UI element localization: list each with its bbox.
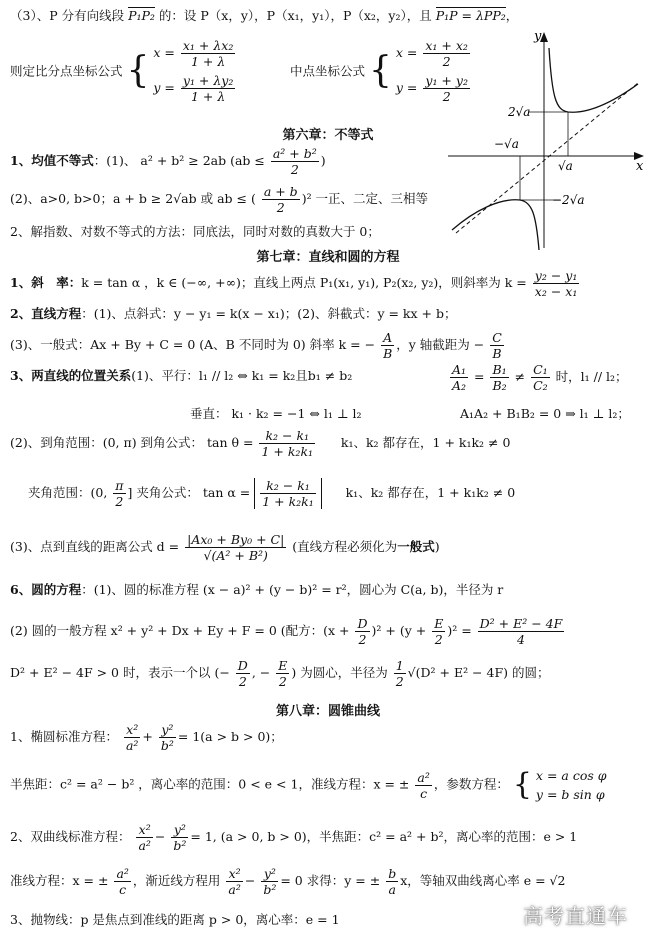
chapter-7-title: 第七章：直线和圆的方程: [256, 250, 400, 265]
label-sqrt-a: √a: [558, 159, 573, 173]
circle-standard: 6、圆的方程：(1)、圆的标准方程 (x − a)² + (y − b)² = r²，圆心为 C(a, b)，半径为 r: [10, 582, 504, 597]
parabola-line: 3、抛物线：p 是焦点到准线的距离 p > 0，离心率：e = 1: [10, 912, 340, 927]
ellipse-focal: 半焦距：c² = a² − b² ，离心率的范围：0 < e < 1，准线方程：x = ± $\frac{\text{a²}}{c}$ ，参数方程： { x = a cos φ y = b sin φ: [10, 767, 607, 802]
mean-inequality: 1、均值不等式：(1)、 a² + b² ≥ 2ab (ab ≤ $\frac{\text{a² + b²}}{2}$ ): [10, 146, 326, 177]
hyperbola-directrix: 准线方程：x = ± $\frac{\text{a²}}{c}$ ，渐近线方程用 $\frac{\text{x²}}{\text{a²}}$ − $\frac{\text{y²}}{\text{b²}}$ = 0 求得：y = ± $\frac{b}{a}$ x，等轴双曲线离心率 e = √2: [10, 866, 566, 897]
chapter-8-title: 第八章：圆锥曲线: [275, 704, 380, 719]
left-brace: {: [126, 50, 150, 91]
asymptote: [456, 83, 638, 233]
right-branch: [549, 48, 638, 112]
parallel-line: 3、两直线的位置关系(1)、平行：l₁ // l₂ ⇔ k₁ = k₂且b₁ ≠ b₂: [10, 368, 353, 383]
to-angle: (2)、到角范围：(0, π) 到角公式： tan θ = $\frac{\text{k₂ − k₁}}{\text{1 + k₂k₁}}$ k₁、k₂ 都存在，1 + k₁k₂ ≠ 0: [10, 428, 511, 459]
perpendicular-coef: A₁A₂ + B₁B₂ = 0 ⇒ l₁ ⊥ l₂；: [460, 406, 630, 421]
line-equation: 2、直线方程：(1)、点斜式：y − y₁ = k(x − x₁)；(2)、斜截式：y = kx + b；: [10, 306, 457, 321]
parallel-condition: $\frac{\text{A₁}}{\text{A₂}}$ = $\frac{\text{B₁}}{\text{B₂}}$ ≠ $\frac{\text{C₁}}{\text{C₂}}$ 时，l₁ // l₂；: [452, 362, 628, 393]
y-axis-label: y: [534, 29, 542, 44]
label-two-sqrt-a: 2√a: [508, 105, 531, 119]
mean-inequality-2: (2)、a>0, b>0；a + b ≥ 2√ab 或 ab ≤ ( $\frac{a + b}{2}$ )² 一正、二定、三相等: [10, 184, 429, 215]
label-neg-sqrt-a: −√a: [494, 137, 519, 151]
ratio-formula: 则定比分点坐标公式 { x = $\frac{\text{x₁ + λx₂}}{1 + \lambda}$ y = $\frac{\text{y₁ + λy₂}}{1 + \lambda}$: [10, 38, 234, 104]
slope-line: 1、斜 率：k = tan α ，k ∈ (−∞, +∞)；直线上两点 P₁(x₁, y₁), P₂(x₂, y₂)，则斜率为 k = $\frac{\text{y₂ − y₁}}{\text{x₂ − x₁}}$: [10, 268, 578, 299]
vector-equation: P₁P = λPP₂: [435, 8, 506, 23]
circle-general: (2) 圆的一般方程 x² + y² + Dx + Ey + F = 0 (配方：(x + $\frac{D}{2}$ )² + (y + $\frac{E}{2}$ )² = $\frac{\text{D² + E² − 4F}}{4}$: [10, 616, 563, 647]
general-form: (3)、一般式：Ax + By + C = 0 (A、B 不同时为 0) 斜率 k = − $\frac{A}{B}$ ，y 轴截距为 − $\frac{C}{B}$: [10, 330, 502, 361]
chapter-6-title: 第六章：不等式: [282, 128, 374, 143]
watermark: 高考直通车: [523, 904, 628, 928]
circle-condition: D² + E² − 4F > 0 时，表示一个以 (− $\frac{D}{2}$ , − $\frac{E}{2}$ ) 为圆心，半径为 $\frac{1}{2}$ √(D² + E² − 4F) 的圆；: [10, 658, 550, 689]
left-branch: [452, 200, 539, 250]
ellipse-equation: 1、椭圆标准方程： $\frac{\text{x²}}{\text{a²}}$ + $\frac{\text{y²}}{\text{b²}}$ = 1(a > b > 0)；: [10, 722, 283, 753]
perpendicular-slope: 垂直： k₁ · k₂ = −1 ⇔ l₁ ⊥ l₂: [190, 406, 362, 421]
x-axis-label: x: [636, 159, 644, 174]
hyperbola-equation: 2、双曲线标准方程： $\frac{\text{x²}}{\text{a²}}$ − $\frac{\text{y²}}{\text{b²}}$ = 1, (a > 0, b > 0)，半焦距：c² = a² + b²，离心率的范围：e > 1: [10, 822, 578, 853]
left-brace: {: [512, 767, 532, 802]
left-brace: {: [369, 50, 392, 91]
midpoint-formula: 中点坐标公式 { x = $\frac{\text{x₁ + x₂}}{2}$ y = $\frac{\text{y₁ + y₂}}{2}$: [290, 38, 468, 104]
label-neg-two-sqrt-a: −2√a: [552, 193, 585, 207]
exp-log-inequality: 2、解指数、对数不等式的方法：同底法，同时对数的真数大于 0；: [10, 224, 380, 239]
p-split-line: （3）、P 分有向线段 P₁P₂ 的：设 P（x，y），P（x₁，y₁），P（x₂，y₂），且 P₁P = λPP₂，: [10, 8, 519, 23]
included-angle: 夹角范围：(0, $\frac{\pi}{2}$ ] 夹角公式： tan α = $\frac{\text{k₂ − k₁}}{\text{1 + k₂k₁}}$ k₁、k₂ 都存在，1 + k₁k₂ ≠ 0: [28, 478, 516, 509]
point-line-distance: (3)、点到直线的距离公式 d = $\frac{\text{|Ax₀ + By₀ + C|}}{\text{√(A² + B²)}}$ (直线方程必须化为一般式): [10, 532, 440, 563]
vector-p1p2: P₁P₂: [128, 8, 155, 23]
